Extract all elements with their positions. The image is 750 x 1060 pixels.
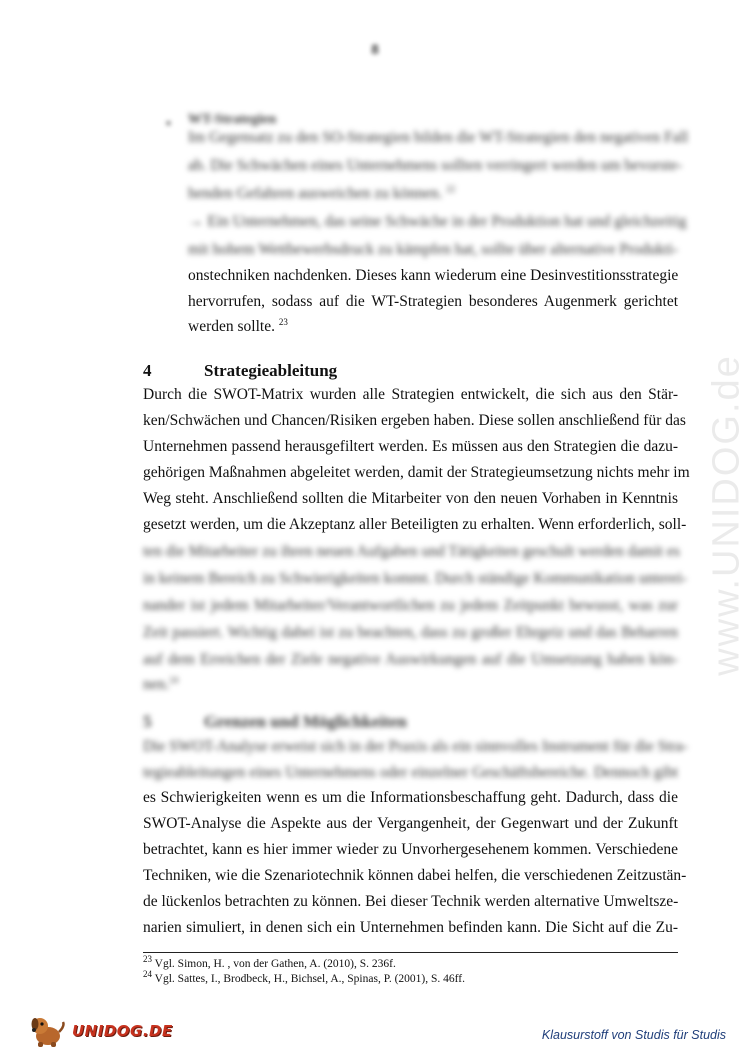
body-text-line: gesetzt werden, um die Akzeptanz aller Beteiligten zu erhalten. Wenn erforderlich, soll- xyxy=(143,516,687,533)
tagline: Klausurstoff von Studis für Studis xyxy=(541,1028,726,1042)
watermark: www.UNIDOG.de xyxy=(705,354,748,676)
body-text-line: Weg steht. Anschließend sollten die Mitarbeiter von den neuen Vorhaben in Kenntnis xyxy=(143,490,678,507)
bullet-blurred-line: henden Gefahren ausweichen zu können. $^{22}$ xyxy=(188,183,456,202)
section-heading xyxy=(143,712,678,734)
bullet-blurred-line: → Ein Unternehmen, das seine Schwäche in der Produktion hat und gleichzeitig xyxy=(188,213,687,230)
footnote-ref: 24 xyxy=(169,674,179,685)
body-text-line: Unternehmen passend herausgefiltert werden. Es müssen aus den Strategien die dazu- xyxy=(143,438,678,455)
section-number: 5 xyxy=(143,712,152,731)
section-number: 4 xyxy=(143,361,152,380)
body-blurred-line: ten die Mitarbeiter zu ihren neuen Aufgaben und Tätigkeiten geschult werden damit es xyxy=(143,543,680,560)
body-text-line: SWOT-Analyse die Aspekte aus der Vergangenheit, der Gegenwart und der Zukunft xyxy=(143,815,678,832)
footnote-ref: 23 xyxy=(278,316,288,327)
section-title: Grenzen und Möglichkeiten xyxy=(204,712,407,731)
body-text-line: narien simuliert, in denen sich ein Unternehmen befinden kann. Die Sicht auf die Zu- xyxy=(143,919,678,936)
footnote-ref: 22 xyxy=(446,183,456,194)
dog-icon xyxy=(28,1014,66,1048)
body-blurred-line: nen.$^{24}$ xyxy=(143,674,179,693)
body-text-line: Durch die SWOT-Matrix wurden alle Strategien entwickelt, die sich aus den Stär- xyxy=(143,386,678,403)
footnote: $^{24}$ Vgl. Sattes, I., Brodbeck, H., Bichsel, A., Spinas, P. (2001), S. 46ff. xyxy=(143,969,465,985)
body-blurred-line: Zeit passiert. Wichtig dabei ist zu beachten, dass zu großer Ehrgeiz und das Beharren xyxy=(143,624,678,641)
body-blurred-line: tegieableitungen eines Unternehmens oder einzelner Geschäftsbereiche. Dennoch gibt xyxy=(143,764,678,781)
bullet-blurred-line: Im Gegensatz zu den SO-Strategien bilden die WT-Strategien den negativen Fall xyxy=(188,129,689,146)
body-text-line: de lückenlos betrachten zu können. Bei dieser Technik werden alternative Umweltsze- xyxy=(143,893,679,910)
body-text-line: Techniken, wie die Szenariotechnik können dabei helfen, die verschiedenen Zeitzustän- xyxy=(143,867,687,884)
unidog-logo xyxy=(28,1014,173,1050)
body-blurred-line: auf dem Erreichen der Ziele negative Auswirkungen auf die Umsetzung haben kön- xyxy=(143,651,678,668)
bullet-title: WT-Strategien xyxy=(188,112,277,127)
bullet-blurred-line: mit hohem Wettbewerbsdruck zu kämpfen hat, sollte über alternative Produkti- xyxy=(188,241,679,258)
footnote: $^{23}$ Vgl. Simon, H. , von der Gathen, A. (2010), S. 236f. xyxy=(143,954,396,970)
section-heading xyxy=(143,361,678,383)
body-blurred-line: in keinem Bereich zu Schwierigkeiten kommt. Durch ständige Kommunikation unterei- xyxy=(143,570,688,587)
body-blurred-line: Die SWOT-Analyse erweist sich in der Praxis als ein sinnvolles Instrument für die Stra- xyxy=(143,738,688,755)
logo-text: UNIDOG.DE xyxy=(72,1022,173,1040)
body-blurred-line: nander ist jedem Mitarbeiter/Verantwortlichen zu jedem Zeitpunkt bewusst, was zur xyxy=(143,597,678,614)
section-title: Strategieableitung xyxy=(204,361,338,380)
bullet-blurred-line: ab. Die Schwächen eines Unternehmens sollten verringert werden um bevorste- xyxy=(188,157,683,174)
bullet-marker: • xyxy=(166,117,171,132)
footnote-rule xyxy=(143,952,678,953)
body-text-line: es Schwierigkeiten wenn es um die Informationsbeschaffung geht. Dadurch, dass die xyxy=(143,789,678,806)
body-text-line: betrachtet, kann es hier immer wieder zu Unvorhergesehenem kommen. Verschiedene xyxy=(143,841,678,858)
bullet-text-line: hervorrufen, sodass auf die WT-Strategien besonderes Augenmerk gerichtet xyxy=(188,293,678,310)
bullet-text-line: onstechniken nachdenken. Dieses kann wiederum eine Desinvestitionsstrategie xyxy=(188,267,679,284)
body-text-line: gehörigen Maßnahmen abgeleitet werden, damit der Strategieumsetzung nichts mehr im xyxy=(143,464,690,481)
body-text-line: ken/Schwächen und Chancen/Risiken ergeben haben. Diese sollen anschließend für das xyxy=(143,412,686,429)
page-number: 8 xyxy=(371,42,379,58)
bullet-text-line: werden sollte. $^{23}$ xyxy=(188,316,288,335)
